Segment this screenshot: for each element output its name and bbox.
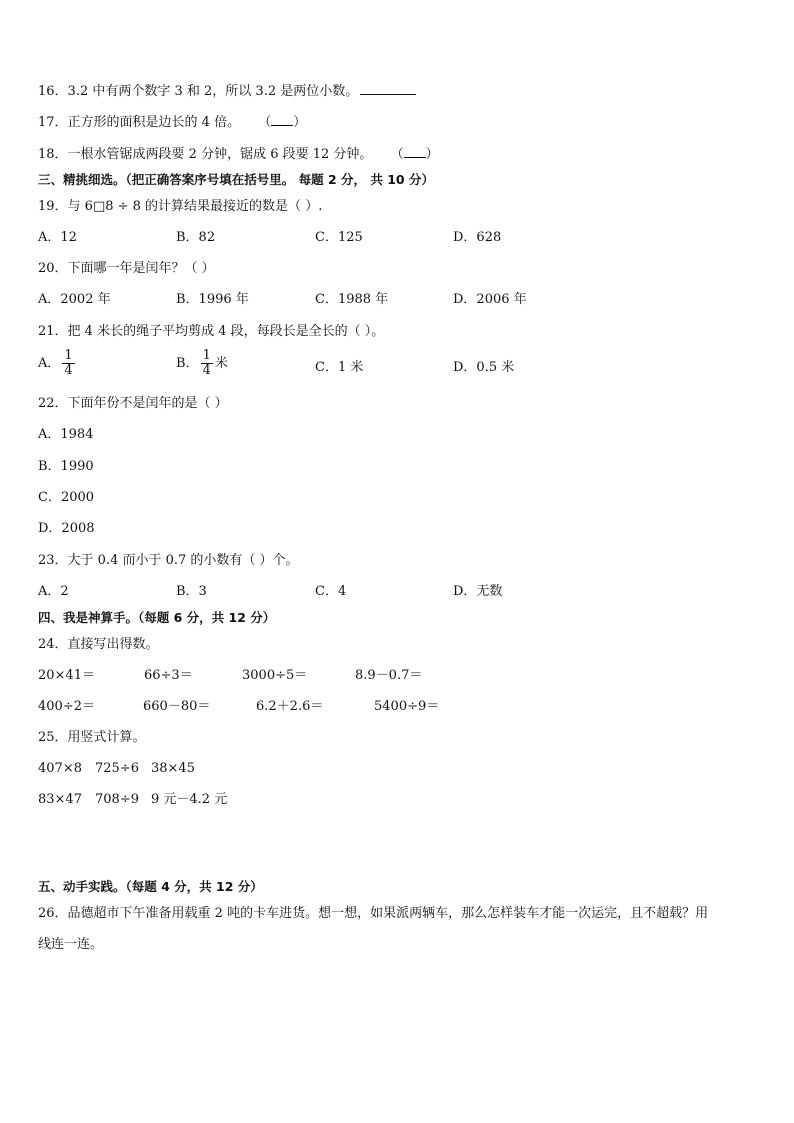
calc-item: 725÷6 — [95, 761, 139, 776]
calc-item: 407×8 — [38, 761, 82, 776]
answer-blank[interactable] — [404, 146, 426, 164]
question-24-text: 24．直接写出得数。 — [38, 637, 159, 652]
fraction — [62, 349, 74, 378]
option-a[interactable]: A．12 — [38, 230, 77, 245]
calc-item: 660－80＝ — [143, 699, 211, 714]
answer-blank[interactable] — [360, 82, 416, 95]
question-20-text: 20．下面哪一年是闰年？（ ） — [38, 261, 215, 276]
paren-open: （ — [258, 115, 272, 130]
option-d[interactable]: D．2008 — [38, 521, 95, 536]
calc-item: 66÷3＝ — [144, 668, 193, 683]
question-26-line-1: 26．品德超市下午准备用载重 2 吨的卡车进货。想一想，如果派两辆车，那么怎样装车才能一次运完，且不超载？用 — [38, 906, 709, 921]
calc-item: 8.9－0.7＝ — [355, 668, 423, 683]
question-17-text: 17．正方形的面积是边长的 4 倍。 — [38, 115, 241, 130]
fraction — [201, 349, 213, 378]
question-16 — [38, 82, 416, 101]
question-26-line-2: 线连一连。 — [38, 937, 104, 952]
option-c[interactable]: C．2000 — [38, 490, 95, 505]
option-b[interactable]: B．82 — [176, 230, 216, 245]
question-25-text: 25．用竖式计算。 — [38, 730, 146, 745]
question-18-text: 18．一根水管锯成两段要 2 分钟，锯成 6 段要 12 分钟。 — [38, 147, 373, 162]
option-prefix: B． — [176, 356, 199, 371]
section-3-title: 三、精挑细选。（把正确答案序号填在括号里。 每题 2 分， 共 10 分） — [38, 172, 434, 187]
option-b[interactable]: B．1990 — [38, 459, 94, 474]
option-d[interactable]: D．2006 年 — [453, 292, 527, 307]
calc-item: 400÷2＝ — [38, 699, 95, 714]
question-23-text: 23．大于 0.4 而小于 0.7 的小数有（ ）个。 — [38, 553, 299, 568]
option-a[interactable] — [38, 349, 77, 378]
question-21-text: 21．把 4 米长的绳子平均剪成 4 段，每段长是全长的（ ）。 — [38, 324, 385, 339]
calc-item: 708÷9 — [95, 792, 139, 807]
calc-item: 6.2＋2.6＝ — [256, 699, 324, 714]
option-c[interactable]: C．1988 年 — [315, 292, 389, 307]
option-d[interactable]: D．628 — [453, 230, 502, 245]
question-17 — [38, 114, 306, 132]
option-a[interactable]: A．2002 年 — [38, 292, 111, 307]
fraction-denominator: 4 — [64, 363, 73, 378]
calc-item: 5400÷9＝ — [374, 699, 440, 714]
calc-item: 20×41＝ — [38, 668, 95, 683]
section-5-title: 五、动手实践。（每题 4 分，共 12 分） — [38, 879, 263, 894]
question-19-text: 19．与 6□8 ÷ 8 的计算结果最接近的数是（ ）. — [38, 199, 323, 214]
paren-close: ） — [293, 115, 307, 130]
option-prefix: A． — [38, 356, 61, 371]
option-a[interactable]: A．2 — [38, 584, 69, 599]
question-16-text: 16．3.2 中有两个数字 3 和 2，所以 3.2 是两位小数。 — [38, 84, 359, 99]
option-c[interactable]: C．125 — [315, 230, 363, 245]
paren-open: （ — [390, 147, 404, 162]
option-d[interactable]: D．无数 — [453, 584, 503, 599]
fraction-denominator: 4 — [202, 363, 211, 378]
option-b[interactable]: B．3 — [176, 584, 207, 599]
option-c[interactable]: C．4 — [315, 584, 347, 599]
fraction-numerator: 1 — [64, 348, 73, 363]
question-18 — [38, 146, 439, 164]
calc-item: 38×45 — [151, 761, 195, 776]
option-d[interactable]: D．0.5 米 — [453, 360, 515, 375]
option-c[interactable]: C．1 米 — [315, 360, 364, 375]
calc-item: 9 元－4.2 元 — [151, 792, 228, 807]
calc-item: 3000÷5＝ — [242, 668, 308, 683]
option-b[interactable]: B．1996 年 — [176, 292, 249, 307]
option-a[interactable]: A．1984 — [38, 427, 94, 442]
unit-label: 米 — [214, 356, 228, 371]
calc-item: 83×47 — [38, 792, 82, 807]
answer-blank[interactable] — [271, 114, 293, 132]
section-4-title: 四、我是神算手。（每题 6 分，共 12 分） — [38, 610, 276, 625]
fraction-numerator: 1 — [202, 348, 211, 363]
option-b[interactable] — [176, 349, 228, 378]
paren-close: ） — [425, 147, 439, 162]
question-22-text: 22．下面年份不是闰年的是（ ） — [38, 396, 228, 411]
